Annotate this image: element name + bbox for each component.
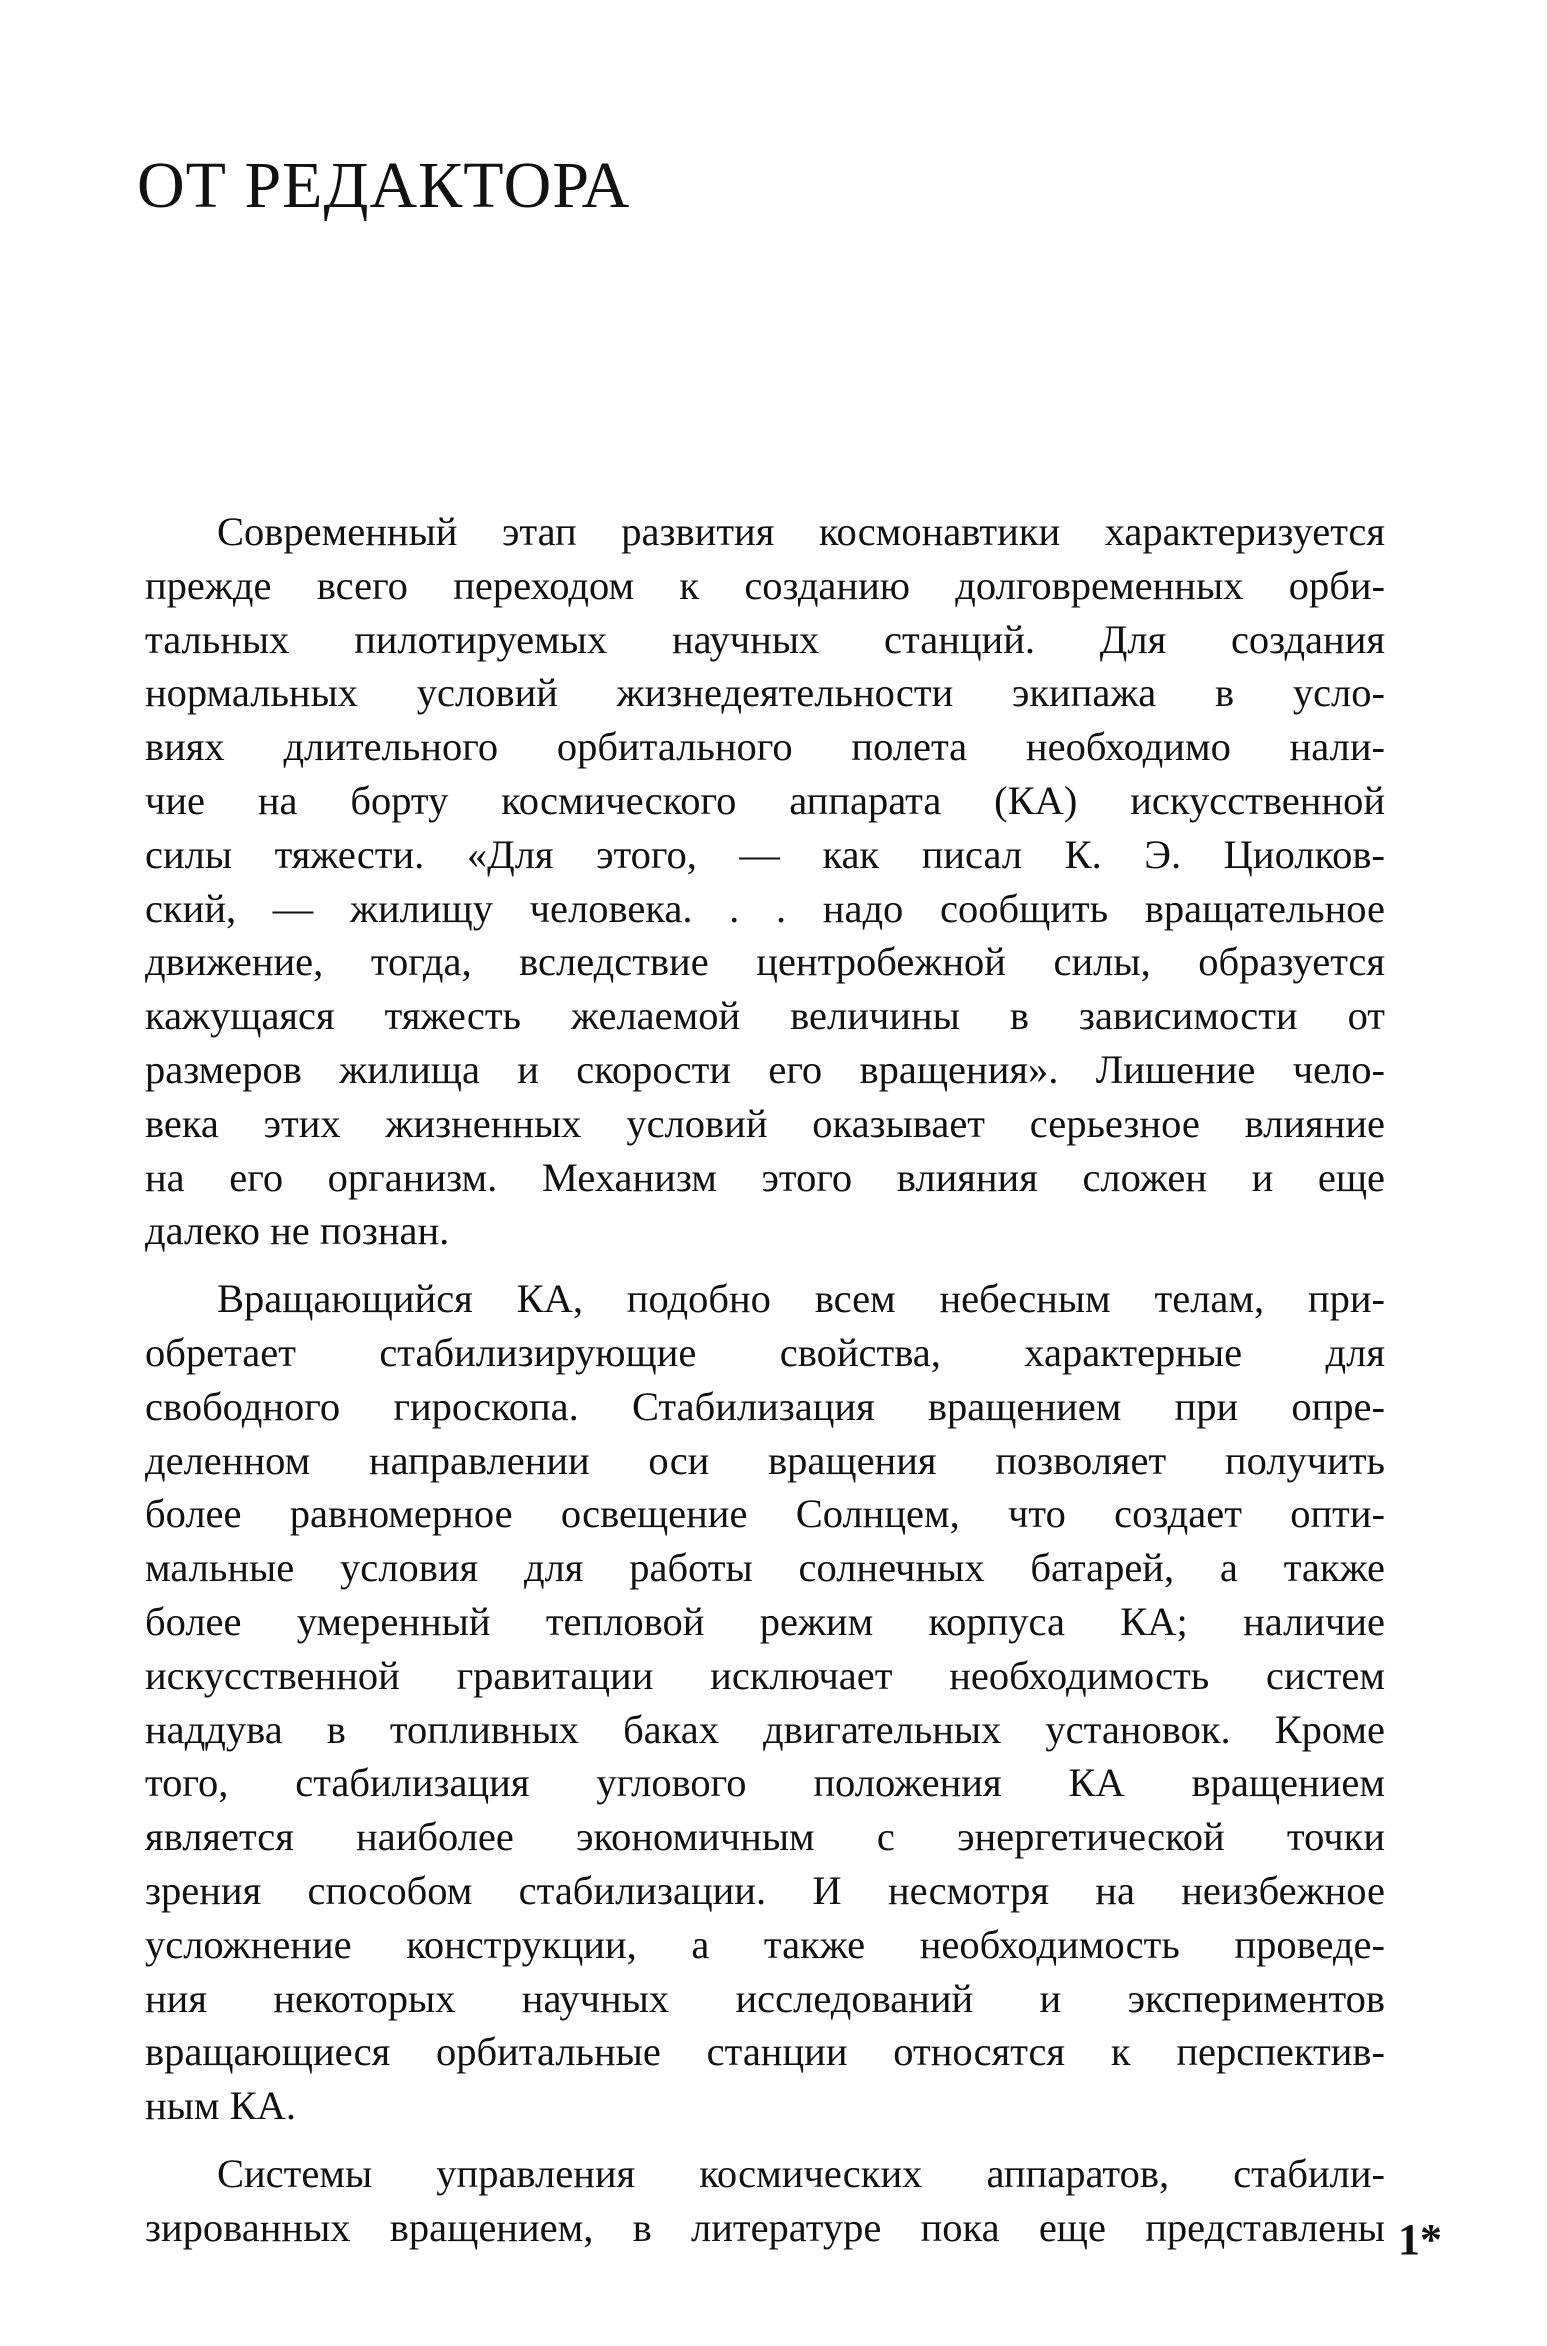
text-line: далеко не познан. xyxy=(145,1208,450,1254)
text-line: наддува в топливных баках двигательных установок. Кроме xyxy=(145,1706,1385,1752)
text-line: вращающиеся орбитальные станции относятся к перспектив- xyxy=(145,2029,1385,2075)
text-line: мальные условия для работы солнечных батарей, а также xyxy=(145,1545,1385,1591)
text-line: чие на борту космического аппарата (КА) искусственной xyxy=(145,777,1385,823)
paragraph xyxy=(145,505,1385,1258)
text-line: свободного гироскопа. Стабилизация вращением при опре- xyxy=(145,1383,1385,1429)
text-line: силы тяжести. «Для этого, — как писал К. Э. Циолков- xyxy=(145,831,1385,877)
text-line: зированных вращением, в литературе пока еще представлены xyxy=(145,2204,1385,2250)
text-line: Современный этап развития космонавтики характеризуется xyxy=(217,509,1385,554)
text-line: виях длительного орбитального полета необходимо нали- xyxy=(145,724,1385,770)
paragraph xyxy=(145,2147,1385,2255)
text-line: Системы управления космических аппаратов, стабили- xyxy=(217,2150,1385,2196)
paragraph xyxy=(145,1272,1385,2133)
page-title: ОТ РЕДАКТОРА xyxy=(137,149,631,222)
text-line: зрения способом стабилизации. И несмотря на неизбежное xyxy=(145,1867,1385,1913)
page-number: 1* xyxy=(1398,2215,1442,2264)
text-line: тальных пилотируемых научных станций. Для создания xyxy=(145,616,1385,662)
text-line: ным КА. xyxy=(145,2083,297,2129)
text-line: обретает стабилизирующие свойства, характерные для xyxy=(145,1329,1385,1375)
text-line: того, стабилизация углового положения КА вращением xyxy=(145,1760,1385,1806)
text-line: нормальных условий жизнедеятельности экипажа в усло- xyxy=(145,670,1385,716)
text-line: искусственной гравитации исключает необходимость систем xyxy=(145,1652,1385,1698)
text-line: ния некоторых научных исследований и экспериментов xyxy=(145,1975,1385,2021)
text-line: деленном направлении оси вращения позволяет получить xyxy=(145,1437,1385,1483)
text-line: на его организм. Механизм этого влияния сложен и еще xyxy=(145,1154,1385,1200)
text-line: усложнение конструкции, а также необходимость проведе- xyxy=(145,1921,1385,1967)
text-line: более умеренный тепловой режим корпуса КА; наличие xyxy=(145,1598,1385,1644)
text-line: прежде всего переходом к созданию долговременных орби- xyxy=(145,562,1385,608)
text-line: ский, — жилищу человека. . . надо сообщить вращательное xyxy=(145,885,1385,931)
text-line: движение, тогда, вследствие центробежной силы, образуется xyxy=(145,939,1385,985)
text-line: более равномерное освещение Солнцем, что создает опти- xyxy=(145,1491,1385,1537)
text-line: века этих жизненных условий оказывает серьезное влияние xyxy=(145,1100,1385,1146)
text-line: Вращающийся КА, подобно всем небесным телам, при- xyxy=(217,1276,1385,1322)
text-line: размеров жилища и скорости его вращения». Лишение чело- xyxy=(145,1046,1385,1092)
body-text xyxy=(145,505,1385,2255)
text-line: кажущаяся тяжесть желаемой величины в зависимости от xyxy=(145,993,1385,1039)
text-line: является наиболее экономичным с энергетической точки xyxy=(145,1814,1385,1860)
